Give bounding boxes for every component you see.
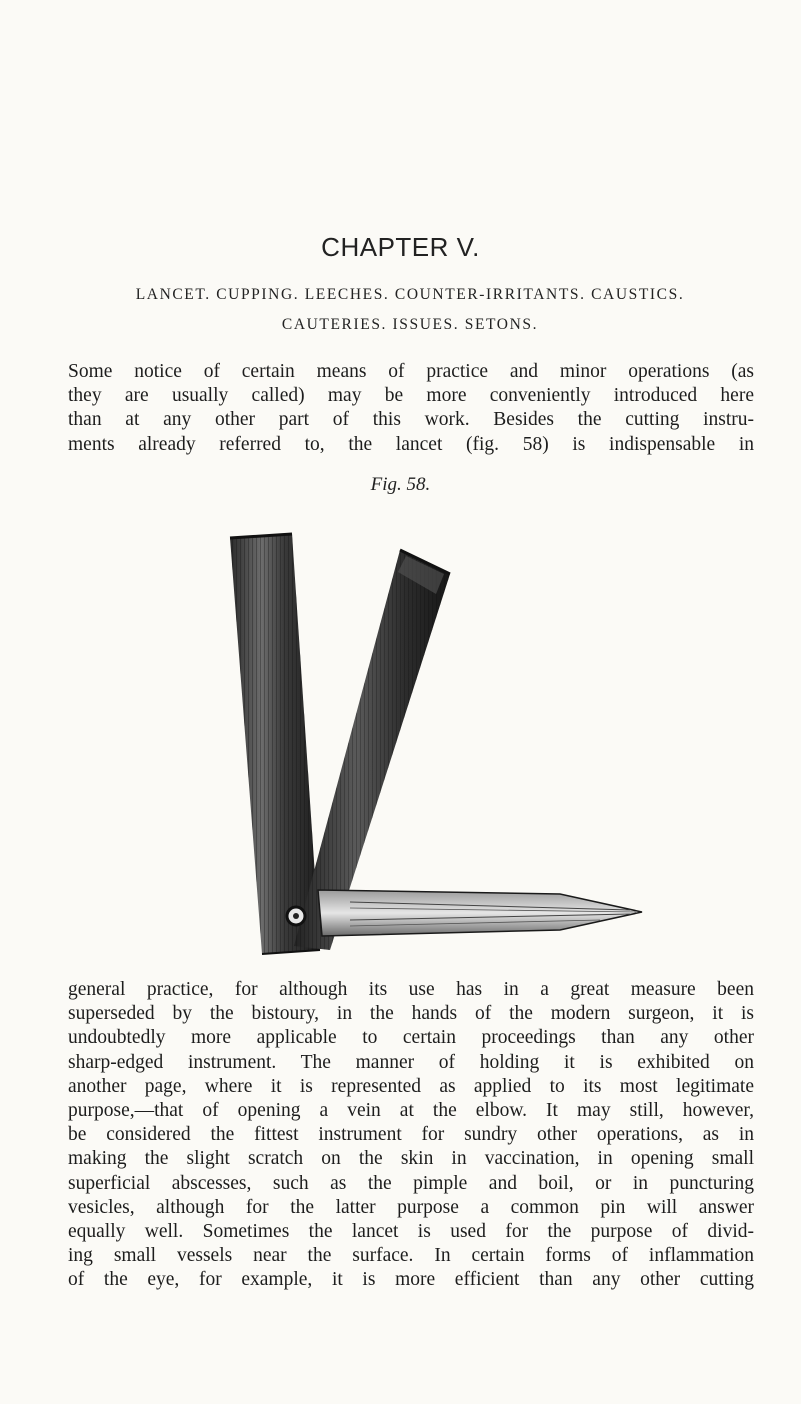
- text-line: Some notice of certain means of practice and minor operations (as: [68, 361, 754, 382]
- paragraph-intro: [68, 360, 754, 457]
- text-line: superficial abscesses, such as the pimple and boil, or in puncturing: [68, 1172, 754, 1194]
- chapter-subheading-line-1: LANCET. CUPPING. LEECHES. COUNTER-IRRITANTS. CAUSTICS.: [135, 286, 685, 303]
- text-line: ing small vessels near the surface. In certain forms of inflammation: [68, 1245, 754, 1267]
- lancet-blade: [318, 890, 642, 936]
- paragraph-main: [68, 978, 754, 1292]
- text-line: they are usually called) may be more conveniently introduced here: [68, 385, 754, 407]
- text-line: than at any other part of this work. Besides the cutting instru-: [68, 409, 754, 431]
- text-line: superseded by the bistoury, in the hands of the modern surgeon, it is: [68, 1003, 754, 1025]
- chapter-subheading-line-2: CAUTERIES. ISSUES. SETONS.: [281, 316, 539, 333]
- text-line: ments already referred to, the lancet (fig. 58) is indispensable in: [68, 433, 754, 455]
- text-line: undoubtedly more applicable to certain proceedings than any other: [68, 1027, 754, 1049]
- text-line: another page, where it is represented as applied to its most legitimate: [68, 1075, 754, 1097]
- lancet-scale-left: [230, 534, 320, 954]
- chapter-title: CHAPTER V.: [321, 232, 480, 262]
- text-line: equally well. Sometimes the lancet is used for the purpose of divid-: [68, 1220, 754, 1242]
- text-line: vesicles, although for the latter purpose a common pin will answer: [68, 1196, 754, 1218]
- text-line: purpose,—that of opening a vein at the elbow. It may still, however,: [68, 1099, 754, 1121]
- text-line: of the eye, for example, it is more efficient than any other cutting: [68, 1269, 754, 1291]
- text-line: general practice, for although its use has in a great measure been: [68, 979, 754, 1000]
- figure-caption: Fig. 58.: [370, 474, 431, 495]
- text-line: sharp-edged instrument. The manner of holding it is exhibited on: [68, 1051, 754, 1073]
- text-line: making the slight scratch on the skin in vaccination, in opening small: [68, 1148, 754, 1170]
- lancet-illustration: [200, 510, 660, 970]
- text-line: be considered the fittest instrument for sundry other operations, as in: [68, 1124, 754, 1146]
